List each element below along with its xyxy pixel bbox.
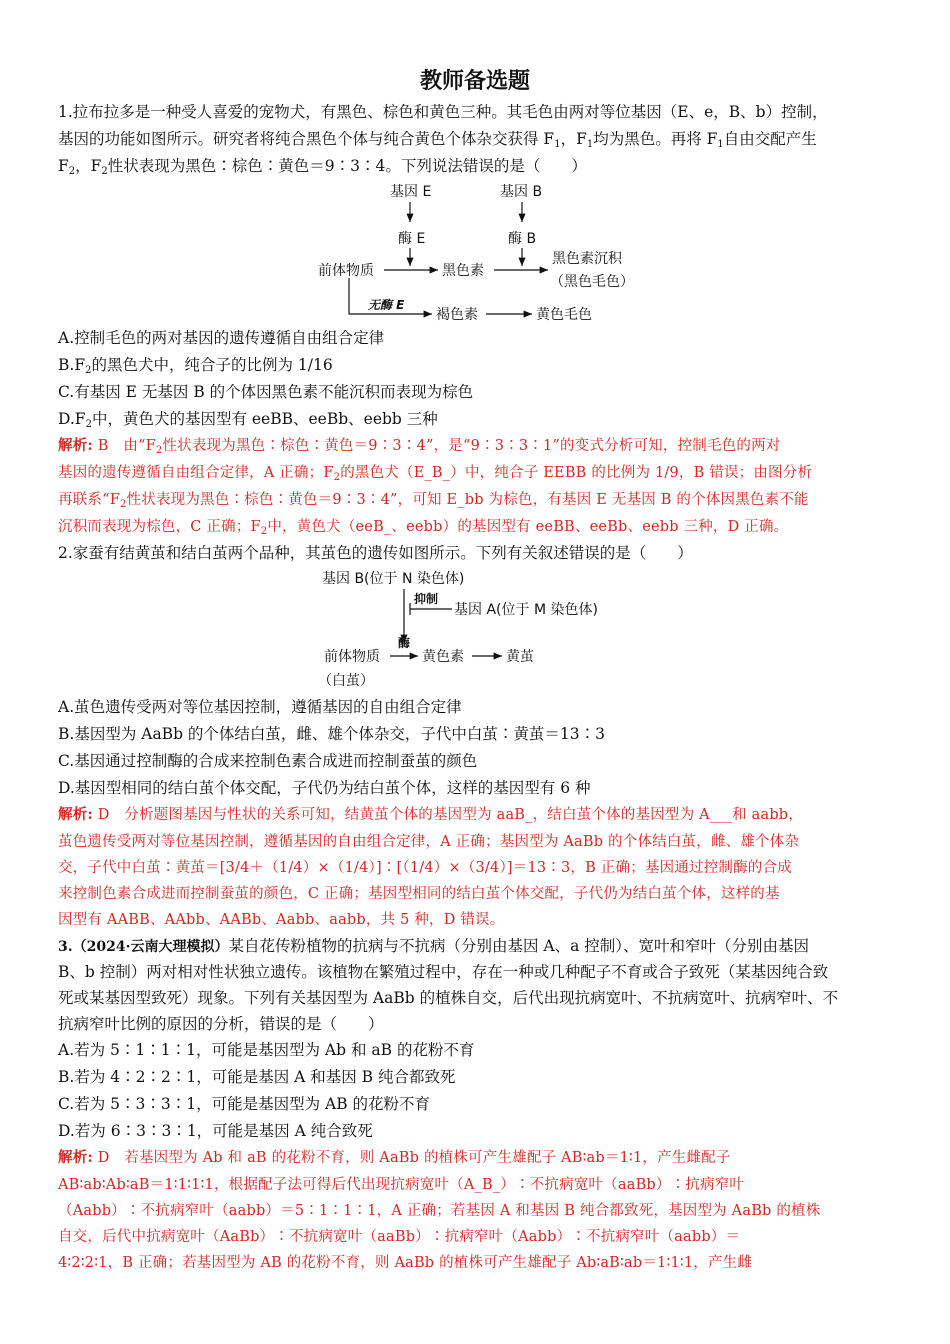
q1-analysis-line-2: 基因的遗传遵循自由组合定律，A 正确；$F_2$的黑色犬（E_B_）中，纯合子 EEBB 的比例为 1/9，B 错误；由图分析	[58, 465, 813, 483]
q2-option-a: A.茧色遗传受两对等位基因控制，遵循基因的自由组合定律	[58, 698, 462, 716]
q3-analysis-line-5: 4∶2∶2∶1，B 正确；若基因型为 AB 的花粉不育，则 AaBb 的植株可产生雄配子 Ab∶aB∶ab＝1∶1∶1，产生雌	[58, 1255, 753, 1271]
enzyme-label: 酶	[398, 636, 411, 650]
q3-analysis-line-3: （Aabb）∶不抗病窄叶（aabb）＝5∶1∶1∶1，A 正确；若基因 A 和基因 B 纯合都致死，基因型为 AaBb 的植株	[58, 1203, 821, 1219]
white-cocoon-label: （白茧）	[318, 673, 374, 689]
q3-stem-line-3: 死或某基因型致死）现象。下列有关基因型为 AaBb 的植株自交，后代出现抗病宽叶、不抗病宽叶、抗病窄叶、不	[58, 989, 839, 1007]
gene-e-label: 基因 E	[390, 184, 432, 200]
q1-option-d: $D.F_2$中，黄色犬的基因型有 eeBB、eeBb、eebb 三种	[58, 410, 438, 430]
q3-source: 3.（2024·云南大理模拟）	[58, 939, 229, 955]
q3-option-d: D.若为 6∶3∶3∶1，可能是基因 A 纯合致死	[58, 1122, 373, 1140]
q2-option-d: D.基因型相同的结白茧个体交配，子代仍为结白茧个体，这样的基因型有 6 种	[58, 779, 591, 797]
enzyme-b-label: 酶 B	[508, 231, 537, 247]
q1-analysis-line-3: 再联系“$F_2$性状表现为黑色∶棕色∶黄色＝9∶3∶4”，可知 E_bb 为棕色，有基因 E 无基因 B 的个体因黑色素不能	[58, 492, 809, 510]
q3-option-b: B.若为 4∶2∶2∶1，可能是基因 A 和基因 B 纯合都致死	[58, 1068, 456, 1086]
melanin-label: 黑色素	[442, 263, 484, 279]
inhibit-label: 抑制	[414, 592, 439, 606]
q2-analysis-line-1	[58, 804, 803, 826]
q1-option-a: A.控制毛色的两对基因的遗传遵循自由组合定律	[58, 329, 385, 347]
q2-analysis-line-5: 因型有 AABB、AAbb、AABb、Aabb、aabb，共 5 种，D 错误。	[58, 912, 505, 928]
analysis-label: 解析:	[58, 806, 93, 823]
yellow-cocoon-label: 黄茧	[506, 649, 534, 665]
yellow-coat-label: 黄色毛色	[536, 307, 592, 323]
precursor-label: 前体物质	[318, 263, 374, 279]
q1-stem-line-3: $F_2$，$F_2$性状表现为黑色∶棕色∶黄色＝9∶3∶4。下列说法错误的是（ ）	[58, 157, 587, 177]
q1-analysis-line-4: 沉积而表现为棕色，C 正确；$F_2$中，黄色犬（eeB_、eebb）的基因型有 eeBB、eeBb、eebb 三种，D 正确。	[58, 519, 789, 537]
q1-analysis-line-1	[58, 435, 780, 457]
q3-option-a: A.若为 5∶1∶1∶1，可能是基因型为 Ab 和 aB 的花粉不育	[58, 1041, 475, 1059]
q1-stem-line-1: 1.拉布拉多是一种受人喜爱的宠物犬，有黑色、棕色和黄色三种。其毛色由两对等位基因（E、e，B、b）控制，	[58, 103, 828, 121]
q2-analysis-text-1: D 分析题图基因与性状的关系可知，结黄茧个体的基因型为 aaB_，结白茧个体的基因型为 A___和 aabb，	[92, 807, 803, 823]
q1-analysis-text-1: B 由“$F_2$性状表现为黑色∶棕色∶黄色＝9∶3∶4”，是“9∶3∶3∶1”的变式分析可知，控制毛色的两对	[92, 438, 781, 456]
q3-analysis-line-2: AB∶ab∶Ab∶aB＝1∶1∶1∶1，根据配子法可得后代出现抗病宽叶（A_B_）∶不抗病宽叶（aaBb）∶抗病窄叶	[58, 1177, 745, 1193]
analysis-label: 解析:	[58, 1149, 93, 1166]
q3-analysis-text-1: D 若基因型为 Ab 和 aB 的花粉不育，则 AaBb 的植株可产生雄配子 AB∶ab＝1∶1，产生雌配子	[92, 1150, 731, 1166]
q1-option-b: $B.F_2$的黑色犬中，纯合子的比例为 1/16	[58, 356, 333, 376]
q3-stem-text-1: 某自花传粉植物的抗病与不抗病（分别由基因 A、a 控制）、宽叶和窄叶（分别由基因	[228, 937, 810, 955]
deposit-label: 黑色素沉积	[552, 251, 622, 267]
q2-analysis-line-2: 茧色遗传受两对等位基因控制，遵循基因的自由组合定律，A 正确；基因型为 AaBb 的个体结白茧，雌、雄个体杂	[58, 834, 800, 850]
analysis-label: 解析:	[58, 437, 93, 454]
cocoon-color-pathway-diagram	[310, 565, 650, 695]
gene-a-label: 基因 A(位于 M 染色体)	[454, 602, 598, 618]
pigment-label: 黄色素	[422, 649, 464, 665]
no-enzyme-e-label: 无酶 E	[368, 298, 405, 312]
brown-pigment-label: 褐色素	[436, 307, 478, 323]
q3-stem-line-2: B、b 控制）两对相对性状独立遗传。该植物在繁殖过程中，存在一种或几种配子不育或合子致死（某基因纯合致	[58, 963, 829, 981]
q1-stem-line-2: 基因的功能如图所示。研究者将纯合黑色个体与纯合黄色个体杂交获得 $F_1$，$F_1$均为黑色。再将 $F_1$自由交配产生	[58, 130, 817, 150]
q3-stem-line-4: 抗病窄叶比例的原因的分析，错误的是（ ）	[58, 1015, 384, 1033]
q2-analysis-line-4: 来控制色素合成进而控制蚕茧的颜色，C 正确；基因型相同的结白茧个体交配，子代仍为结白茧个体，这样的基	[58, 886, 780, 902]
page-title: 教师备选题	[419, 69, 530, 94]
precursor-label: 前体物质	[324, 649, 380, 665]
gene-b-label: 基因 B(位于 N 染色体)	[322, 571, 465, 587]
q2-option-b: B.基因型为 AaBb 的个体结白茧，雌、雄个体杂交，子代中白茧∶黄茧＝13∶3	[58, 725, 606, 743]
q3-analysis-line-1	[58, 1147, 731, 1169]
black-coat-label: （黑色毛色）	[550, 274, 634, 290]
q2-analysis-line-3: 交，子代中白茧∶黄茧＝[3/4＋（1/4）×（1/4）]∶[（1/4）×（3/4）]＝13∶3，B 正确；基因通过控制酶的合成	[58, 860, 792, 876]
q2-option-c: C.基因通过控制酶的合成来控制色素合成进而控制蚕茧的颜色	[58, 752, 478, 770]
enzyme-e-label: 酶 E	[398, 231, 426, 247]
q1-option-c: C.有基因 E 无基因 B 的个体因黑色素不能沉积而表现为棕色	[58, 383, 474, 401]
q3-analysis-line-4: 自交，后代中抗病宽叶（AaBb）∶不抗病宽叶（aaBb）∶抗病窄叶（Aabb）∶不抗病窄叶（aabb）＝	[58, 1229, 741, 1245]
coat-color-pathway-diagram	[300, 178, 660, 328]
q3-option-c: C.若为 5∶3∶3∶1，可能是基因型为 AB 的花粉不育	[58, 1095, 431, 1113]
q2-stem: 2.家蚕有结黄茧和结白茧两个品种，其茧色的遗传如图所示。下列有关叙述错误的是（ ）	[58, 544, 693, 562]
gene-b-label: 基因 B	[500, 184, 543, 200]
q3-stem-line-1	[58, 935, 809, 958]
